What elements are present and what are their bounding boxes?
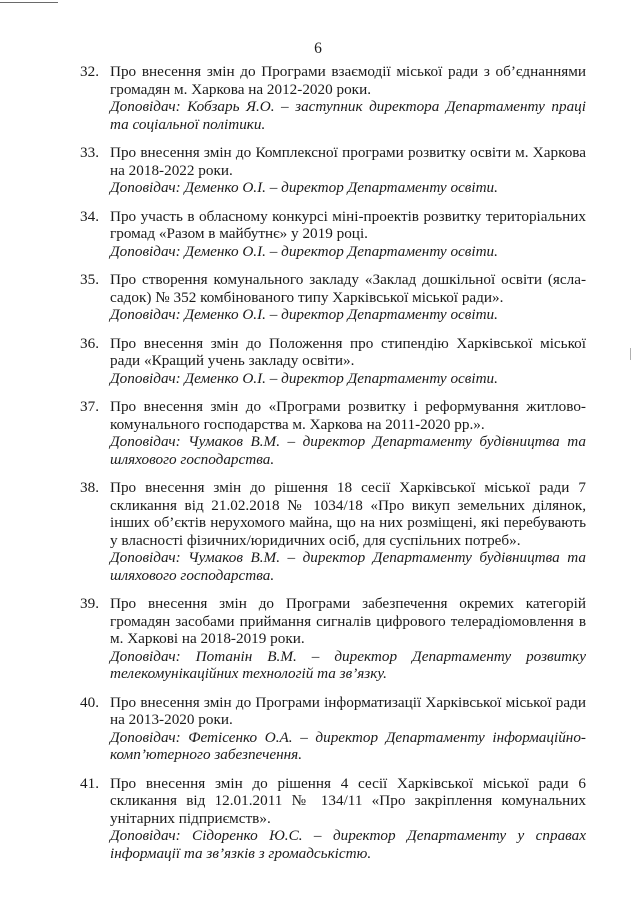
agenda-item-41: [80, 775, 586, 863]
margin-mark: [630, 348, 631, 360]
item-number: 39.: [80, 595, 99, 612]
item-title: Про створення комунального закладу «Заклад дошкільної освіти (ясла-садок) № 352 комбінованого типу Харківської міської ради».: [110, 271, 586, 306]
item-speaker: Доповідач: Деменко О.І. – директор Департаменту освіти.: [110, 242, 498, 260]
item-number: 37.: [80, 398, 99, 415]
item-speaker: Доповідач: Чумаков В.М. – директор Департаменту будівництва та шляхового господарства.: [110, 433, 586, 468]
item-speaker: Доповідач: Деменко О.І. – директор Департаменту освіти.: [110, 179, 498, 196]
item-speaker: Доповідач: Сідоренко Ю.С. – директор Департаменту у справах інформації та зв’язків з громадськістю.: [110, 827, 586, 862]
agenda-list: [80, 63, 586, 873]
item-title: Про внесення змін до рішення 4 сесії Харківської міської ради 6 скликання від 12.01.2011 № 134/11 «Про закріплення комунальних унітарних підприємств».: [110, 774, 586, 827]
item-number: 41.: [80, 774, 99, 792]
item-number: 35.: [80, 271, 99, 288]
agenda-item-37: [80, 398, 586, 468]
item-title: Про внесення змін до Комплексної програми розвитку освіти м. Харкова на 2018-2022 роки.: [110, 144, 586, 179]
item-speaker: Доповідач: Деменко О.І. – директор Департаменту освіти.: [110, 369, 498, 387]
item-title: Про внесення змін до Програми забезпечення окремих категорій громадян засобами приймання сигналів цифрового телерадіомовлення в м. Харкові на 2018-2019 роки.: [110, 595, 586, 647]
item-title: Про участь в обласному конкурсі міні-проектів розвитку територіальних громад «Разом в майбутнє» у 2019 році.: [110, 207, 586, 242]
item-speaker: Доповідач: Чумаков В.М. – директор Департаменту будівництва та шляхового господарства.: [110, 549, 586, 584]
page-number: 6: [314, 40, 322, 57]
item-title: Про внесення змін до рішення 18 сесії Харківської міської ради 7 скликання від 21.02.2018 № 1034/18 «Про викуп земельних ділянок, інших об’єктів нерухомого майна, що на них розміщені, які перебувають у власності фізичних/юридичних осіб, для суспільних потреб».: [110, 479, 586, 549]
agenda-item-34: [80, 208, 586, 261]
item-number: 33.: [80, 144, 99, 161]
item-title: Про внесення змін до Програми взаємодії міської ради з об’єднаннями громадян м. Харкова на 2012-2020 роки.: [110, 63, 586, 98]
item-speaker: Доповідач: Деменко О.І. – директор Департаменту освіти.: [110, 306, 498, 323]
agenda-item-33: [80, 144, 586, 197]
item-speaker: Доповідач: Кобзарь Я.О. – заступник директора Департаменту праці та соціальної політики.: [110, 98, 586, 133]
agenda-item-36: [80, 335, 586, 388]
item-number: 40.: [80, 693, 99, 711]
item-number: 36.: [80, 334, 99, 352]
item-number: 32.: [80, 63, 99, 80]
item-speaker: Доповідач: Фетісенко О.А. – директор Департаменту інформаційно-комп’ютерного забезпечення.: [110, 728, 586, 763]
agenda-item-32: [80, 63, 586, 133]
agenda-item-40: [80, 694, 586, 764]
agenda-item-35: [80, 271, 586, 324]
top-rule: [0, 2, 58, 3]
item-number: 34.: [80, 207, 99, 225]
item-speaker: Доповідач: Потанін В.М. – директор Департаменту розвитку телекомунікаційних технологій та зв’язку.: [110, 647, 586, 682]
item-title: Про внесення змін до Положення про стипендію Харківської міської ради «Кращий учень закладу освіти».: [110, 334, 586, 369]
agenda-item-38: [80, 479, 586, 584]
item-title: Про внесення змін до Програми інформатизації Харківської міської ради на 2013-2020 роки.: [110, 693, 586, 728]
agenda-item-39: [80, 595, 586, 683]
item-title: Про внесення змін до «Програми розвитку і реформування житлово-комунального господарства м. Харкова на 2011-2020 рр.».: [110, 398, 586, 433]
item-number: 38.: [80, 479, 99, 496]
